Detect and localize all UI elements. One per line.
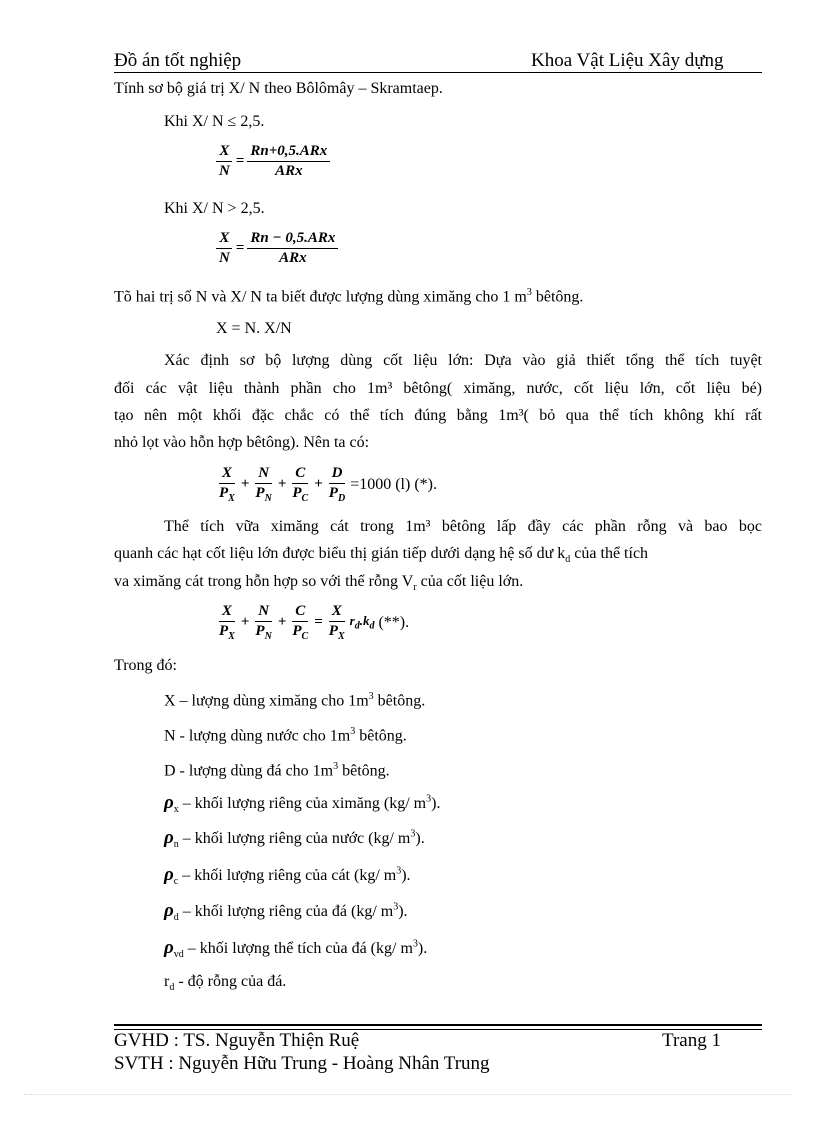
def-x: X – lượng dùng ximăng cho $1m^3$ bêtông. <box>164 691 426 710</box>
def-rho-c: $\rho_c$ – khối lượng riêng của cát (kg/ $m^3$). <box>164 864 411 888</box>
para1-line1: Xác định sơ bộ lượng dùng cốt liệu lớn: Dựa vào giả thiết tổng thể tích tuyệt <box>164 352 762 369</box>
para1-line3: tạo nên một khối đặc chắc có thể tích đúng bằng 1m³( bỏ qua thể tích không khí rất <box>114 407 762 424</box>
footer-svth: SVTH : Nguyễn Hữu Trung - Hoàng Nhân Trung <box>114 1053 490 1074</box>
formula-4: $\frac{X}{P_X}$ + $\frac{N}{P_N}$ + $\frac{C}{P_C}$ = $\frac{X}{P_X}$ $r_d.k_d$ (**). <box>219 603 410 642</box>
def-rho-d: $\rho_d$ – khối lượng riêng của đá (kg/ $m^3$). <box>164 900 408 924</box>
equation-x: X = N. X/N <box>216 320 292 337</box>
formula-3: $\frac{X}{P_X}$ + $\frac{N}{P_N}$ + $\frac{C}{P_C}$ + $\frac{D}{P_D}$ =1000 (l) (*). <box>219 465 437 504</box>
cement-line: Tõ hai trị số N và X/ N ta biết được lượng dùng ximăng cho 1 $m^3$ bêtông. <box>114 287 584 306</box>
page-bottom-divider <box>24 1094 792 1095</box>
para1-line4: nhỏ lọt vào hỗn hợp bêtông). Nên ta có: <box>114 434 370 451</box>
header-right: Khoa Vật Liệu Xây dựng <box>531 50 724 71</box>
para1-line2: đối các vật liệu thành phần cho 1m³ bêtông( ximăng, nước, cốt liệu lớn, cốt liệu bé) <box>114 380 762 397</box>
header-left: Đồ án tốt nghiệp <box>114 50 242 71</box>
case1-line: Khi X/ N ≤ 2,5. <box>164 113 265 130</box>
def-rho-vd: $\rho_{vd}$ – khối lượng thể tích của đá (kg/ $m^3$). <box>164 937 428 961</box>
def-rho-n: $\rho_n$ – khối lượng riêng của nước (kg/ $m^3$). <box>164 827 425 851</box>
intro-line: Tính sơ bộ giá trị X/ N theo Bôlômây – Skramtaep. <box>114 80 443 97</box>
case2-line: Khi X/ N > 2,5. <box>164 200 265 217</box>
def-rho-x: $\rho_x$ – khối lượng riêng của ximăng (kg/ $m^3$). <box>164 792 441 816</box>
para2-line2: quanh các hạt cốt liệu lớn được biểu thị gián tiếp dưới dạng hệ số dư $k_d$ của thể tích <box>114 545 649 566</box>
def-rd: $r_d$ - độ rỗng của đá. <box>164 973 287 994</box>
def-n: N - lượng dùng nước cho $1m^3$ bêtông. <box>164 726 407 745</box>
footer-rule-top <box>114 1024 762 1026</box>
para2-line3: va ximăng cát trong hỗn hợp so với thể rỗng $V_r$ của cốt liệu lớn. <box>114 573 524 594</box>
where-label: Trong đó: <box>114 657 177 674</box>
footer-page-number: Trang 1 <box>662 1030 721 1051</box>
para2-line1: Thể tích vữa ximăng cát trong 1m³ bêtông lấp đầy các phần rỗng và bao bọc <box>164 518 762 535</box>
def-d: D - lượng dùng đá cho $1m^3$ bêtông. <box>164 761 390 780</box>
formula-2: $\frac{X}{N}$ = $\frac{\text{Rn − 0,5.ARx}}{\text{ARx}}$ <box>216 230 338 267</box>
header-rule <box>114 72 762 73</box>
footer-gvhd: GVHD : TS. Nguyễn Thiện Ruệ <box>114 1030 360 1051</box>
formula-1: $\frac{X}{N}$ = $\frac{\text{Rn+0,5.ARx}}{\text{ARx}}$ <box>216 143 330 180</box>
